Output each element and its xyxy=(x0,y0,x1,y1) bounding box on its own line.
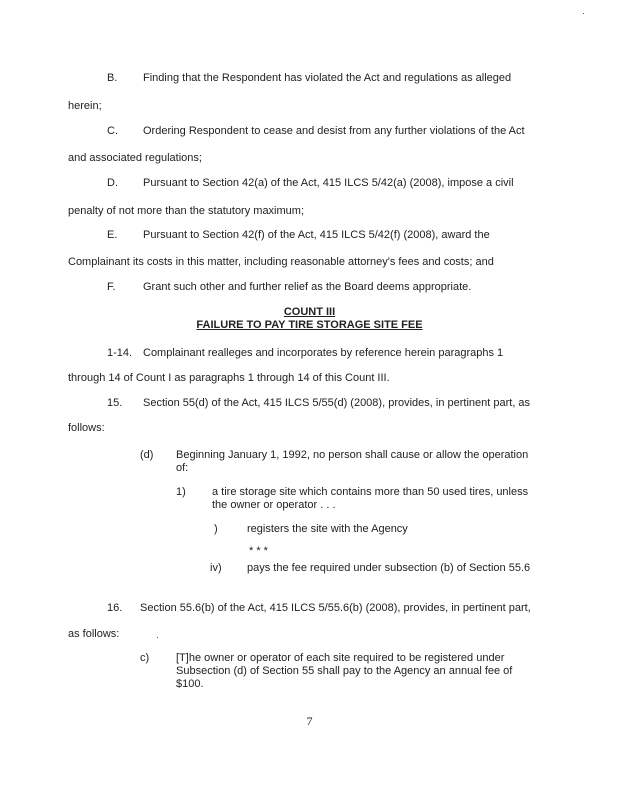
relief-e-letter: E. xyxy=(107,229,118,241)
quote2-label: c) xyxy=(140,652,150,664)
relief-d-line2: penalty of not more than the statutory maximum; xyxy=(68,205,305,217)
para-16-line1: Section 55.6(b) of the Act, 415 ILCS 5/55.6(b) (2008), provides, in pertinent part, xyxy=(140,602,531,614)
quote1-d-line1: Beginning January 1, 1992, no person shall cause or allow the operation xyxy=(176,449,529,461)
quote1-item1-line1: a tire storage site which contains more than 50 used tires, unless xyxy=(212,486,529,498)
quote2-line2: Subsection (d) of Section 55 shall pay to the Agency an annual fee of xyxy=(176,665,513,677)
relief-d-line1: Pursuant to Section 42(a) of the Act, 415 ILCS 5/42(a) (2008), impose a civil xyxy=(143,177,514,189)
quote1-item1-line2: the owner or operator . . . xyxy=(212,499,336,511)
relief-e-line2: Complainant its costs in this matter, including reasonable attorney's fees and costs; and xyxy=(68,256,494,268)
relief-b-line1: Finding that the Respondent has violated the Act and regulations as alleged xyxy=(143,72,512,84)
para-15-line1: Section 55(d) of the Act, 415 ILCS 5/55(d) (2008), provides, in pertinent part, as xyxy=(143,397,531,409)
count-subtitle: FAILURE TO PAY TIRE STORAGE SITE FEE xyxy=(196,319,423,331)
quote1-iv-label: iv) xyxy=(210,562,222,574)
relief-d-letter: D. xyxy=(107,177,118,189)
quote1-iv-text: pays the fee required under subsection (b) of Section 55.6 xyxy=(247,562,531,574)
para-1-14-number: 1-14. xyxy=(107,347,133,359)
quote1-d-label: (d) xyxy=(140,449,154,461)
page-number: 7 xyxy=(306,714,313,728)
relief-f-line1: Grant such other and further relief as the Board deems appropriate. xyxy=(143,281,472,293)
para-16-number: 16. xyxy=(107,602,123,614)
quote1-i-text: registers the site with the Agency xyxy=(247,523,408,535)
quote1-ellipsis: * * * xyxy=(249,545,268,557)
relief-b-letter: B. xyxy=(107,72,118,84)
para-1-14-line2: through 14 of Count I as paragraphs 1 through 14 of this Count III. xyxy=(68,372,390,384)
quote2-line1: [T]he owner or operator of each site required to be registered under xyxy=(176,652,505,664)
relief-b-line2: herein; xyxy=(68,100,102,112)
relief-c-line2: and associated regulations; xyxy=(68,152,202,164)
relief-f-letter: F. xyxy=(107,281,116,293)
para-16-line2: as follows: xyxy=(68,628,120,640)
para-15-number: 15. xyxy=(107,397,123,409)
scan-speck xyxy=(583,13,584,14)
quote2-line3: $100. xyxy=(176,678,204,690)
para-15-line2: follows: xyxy=(68,422,105,434)
quote1-i-label: ) xyxy=(214,523,218,535)
count-title: COUNT III xyxy=(283,306,336,318)
scan-speck xyxy=(157,637,158,638)
quote1-item1-label: 1) xyxy=(176,486,186,498)
relief-c-line1: Ordering Respondent to cease and desist from any further violations of the Act xyxy=(143,125,525,137)
relief-c-letter: C. xyxy=(107,125,118,137)
relief-e-line1: Pursuant to Section 42(f) of the Act, 415 ILCS 5/42(f) (2008), award the xyxy=(143,229,490,241)
para-1-14-line1: Complainant realleges and incorporates by reference herein paragraphs 1 xyxy=(143,347,504,359)
quote1-d-line2: of: xyxy=(176,462,189,474)
